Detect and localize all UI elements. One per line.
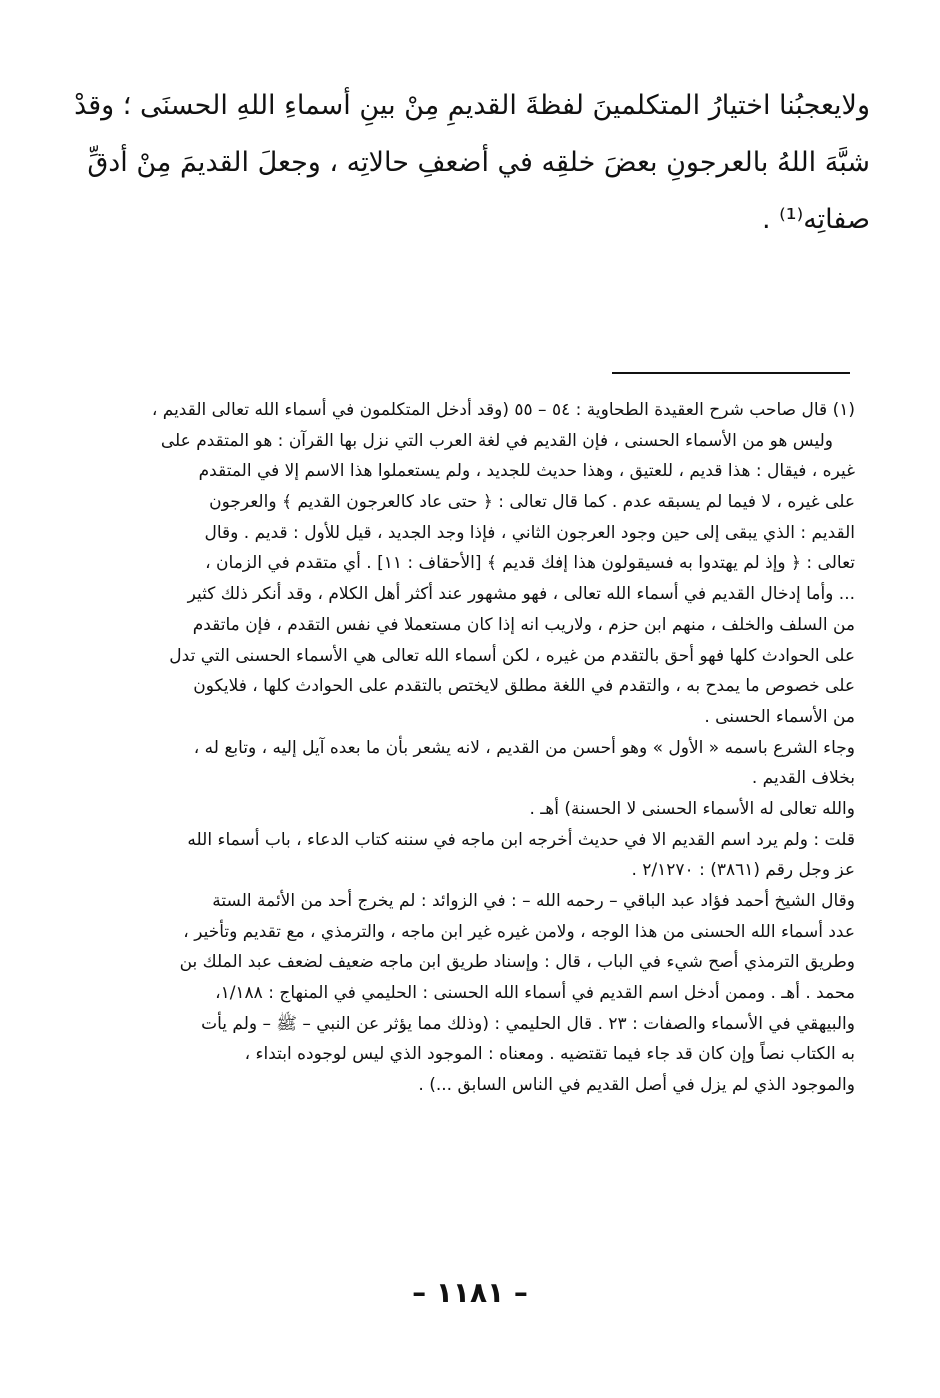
footnote-line: وقال الشيخ أحمد فؤاد عبد الباقي – رحمه الله – : في الزوائد : لم يخرج أحد من الأئمة الستة xyxy=(212,891,855,911)
footnote-line: وطريق الترمذي أصح شيء في الباب ، قال : وإسناد طريق ابن ماجه ضعيف لضعف عبد الملك بن xyxy=(179,952,855,973)
footnote-line: غيره ، فيقال : هذا قديم ، للعتيق ، وهذا حديث للجديد ، ولم يستعملوا هذا الاسم إلا في المتقدم xyxy=(198,461,855,482)
footnote-line: به الكتاب نصاً وإن كان قد جاء فيما تقتضيه . ومعناه : الموجود الذي ليس لوجوده ابتداء ، xyxy=(244,1044,855,1065)
footnote-line: من الأسماء الحسنى . xyxy=(704,706,855,727)
footnote-line: وجاء الشرع باسمه « الأول » وهو أحسن من القديم ، لانه يشعر بأن ما بعده آيل إليه ، وتابع له ، xyxy=(193,737,855,758)
footnote-line: محمد . أهـ . وممن أدخل اسم القديم في أسماء الله الحسنى : الحليمي في المنهاج : ١/١٨٨، xyxy=(215,983,855,1004)
main-text-line: صفاتِه⁽¹⁾ . xyxy=(761,204,870,235)
footnote-line: القديم : الذي يبقى إلى حين وجود العرجون الثاني ، فإذا وجد الجديد ، قيل للأول : قديم . وقال xyxy=(204,522,855,543)
footnote-line: على غيره ، لا فيما لم يسبقه عدم . كما قال تعالى : ﴿ حتى عاد كالعرجون القديم ﴾ والعرجون xyxy=(209,492,855,513)
main-text xyxy=(74,84,870,255)
footnote-line: والله تعالى له الأسماء الحسنى لا الحسنة) أهـ . xyxy=(529,798,855,819)
footnote-line: عدد أسماء الله الحسنى من هذا الوجه ، ولامن غيره غير ابن ماجه ، والترمذي ، مع تقديم وتأخير ، xyxy=(183,921,855,942)
page-number: – ١١٨١ – xyxy=(412,1276,528,1309)
footnote-line: بخلاف القديم . xyxy=(751,768,855,789)
footnote-line: (١) قال صاحب شرح العقيدة الطحاوية : ٥٤ – ٥٥ (وقد أدخل المتكلمون في أسماء الله تعالى القديم ، xyxy=(151,400,855,420)
footnote-line: على خصوص ما يمدح به ، والتقدم في اللغة مطلق لايختص بالتقدم على الحوادث كلها ، فلايكون xyxy=(193,676,855,697)
footnote-line: على الحوادث كلها فهو أحق بالتقدم من غيره ، لكن أسماء الله تعالى هي الأسماء الحسنى التي تدل xyxy=(169,645,855,666)
main-text-line: شبَّهَ اللهُ بالعرجونِ بعضَ خلقِه في أضعفِ حالاتِه ، وجعلَ القديمَ مِنْ أدقِّ xyxy=(87,147,870,178)
footnote-line: ... وأما إدخال القديم في أسماء الله تعالى ، فهو مشهور عند أكثر أهل الكلام ، وقد أنكر ذلك كثير xyxy=(187,584,855,605)
footnote-line: وليس هو من الأسماء الحسنى ، فإن القديم في لغة العرب التي نزل بها القرآن : هو المتقدم على xyxy=(160,430,833,451)
footnote-line: عز وجل رقم (٣٨٦١) : ٢/١٢٧٠ . xyxy=(631,860,855,881)
footnote-line: تعالى : ﴿ وإذ لم يهتدوا به فسيقولون هذا إفك قديم ﴾ [الأحقاف : ١١] . أي متقدم في الزمان ، xyxy=(205,553,855,574)
footnote xyxy=(110,398,855,1104)
main-text-line: ولايعجبُنا اختيارُ المتكلمينَ لفظةَ القديمِ مِنْ بينِ أسماءِ اللهِ الحسنَى ؛ وقدْ xyxy=(74,90,870,121)
footnote-line: والموجود الذي لم يزل في أصل القديم في الناس السابق ...) . xyxy=(418,1075,855,1096)
footnote-line: قلت : ولم يرد اسم القديم الا في حديث أخرجه ابن ماجه في سننه كتاب الدعاء ، باب أسماء الله xyxy=(187,829,855,850)
footnote-line: والبيهقي في الأسماء والصفات : ٢٣ . قال الحليمي : (وذلك مما يؤثر عن النبي – ﷺ – ولم يأت xyxy=(201,1013,855,1034)
footnote-line: من السلف والخلف ، منهم ابن حزم ، ولاريب انه إذا كان مستعملا في نفس التقدم ، فإن ماتقدم xyxy=(192,614,855,635)
footnote-divider xyxy=(612,372,850,374)
